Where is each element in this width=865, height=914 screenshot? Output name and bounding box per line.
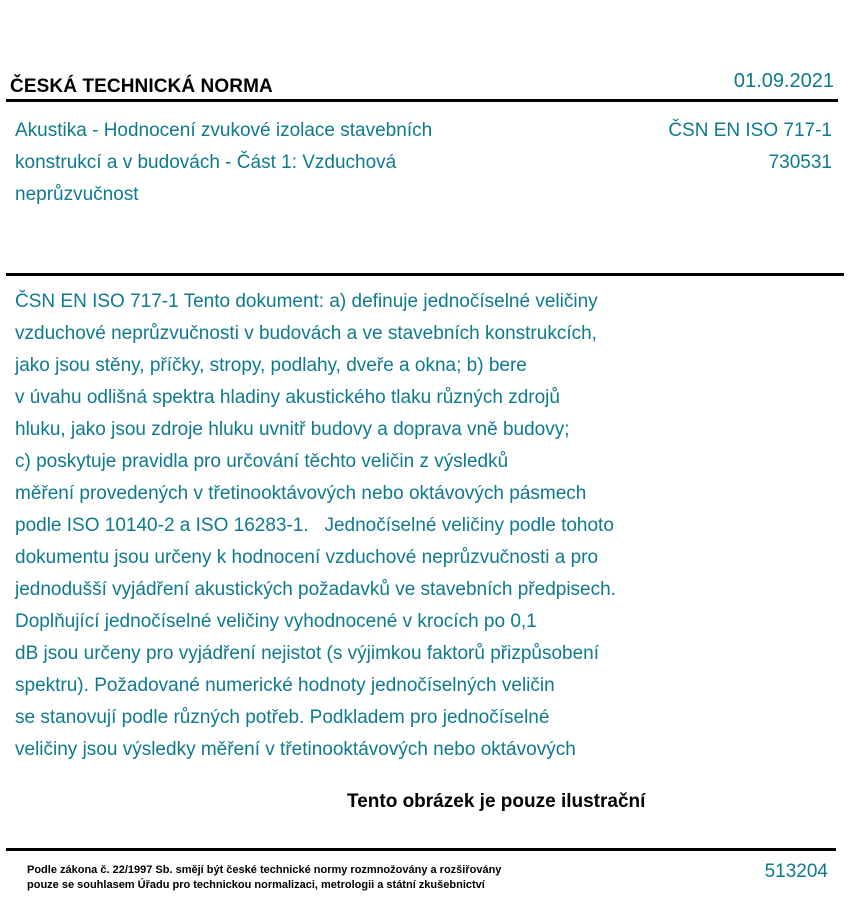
illustration-note: Tento obrázek je pouze ilustrační bbox=[347, 791, 646, 812]
document-codes bbox=[668, 115, 832, 179]
abstract-line: se stanovují podle různých potřeb. Podkladem pro jednočíselné bbox=[15, 707, 550, 728]
legal-line: Podle zákona č. 22/1997 Sb. smějí být české technické normy rozmnožovány a rozšiřovány bbox=[27, 864, 502, 876]
catalog-number: 513204 bbox=[764, 861, 828, 882]
abstract-line: dokumentu jsou určeny k hodnocení vzduchové neprůzvučnosti a pro bbox=[15, 547, 599, 568]
abstract-line: spektru). Požadované numerické hodnoty jednočíselných veličin bbox=[15, 675, 555, 696]
norm-label: ČESKÁ TECHNICKÁ NORMA bbox=[10, 76, 273, 97]
abstract-line: podle ISO 10140-2 a ISO 16283-1. Jednočíselné veličiny podle tohoto bbox=[15, 515, 614, 536]
legal-notice bbox=[27, 863, 501, 893]
title-divider bbox=[6, 273, 844, 276]
abstract-line: jako jsou stěny, příčky, stropy, podlahy, dveře a okna; b) bere bbox=[15, 355, 527, 376]
abstract-text bbox=[15, 286, 715, 766]
abstract-line: veličiny jsou výsledky měření v třetinooktávových nebo oktávových bbox=[15, 739, 576, 760]
title-line: Akustika - Hodnocení zvukové izolace stavebních bbox=[15, 120, 433, 141]
abstract-line: Doplňující jednočíselné veličiny vyhodnocené v krocích po 0,1 bbox=[15, 611, 537, 632]
abstract-line: jednodušší vyjádření akustických požadavků ve stavebních předpisech. bbox=[15, 579, 616, 600]
standard-code: ČSN EN ISO 717-1 bbox=[668, 120, 832, 141]
abstract-line: c) poskytuje pravidla pro určování těchto veličin z výsledků bbox=[15, 451, 509, 472]
legal-line: pouze se souhlasem Úřadu pro technickou normalizaci, metrologii a státní zkušebnictví bbox=[27, 879, 485, 891]
document-header bbox=[10, 68, 838, 100]
abstract-line: ČSN EN ISO 717-1 Tento dokument: a) definuje jednočíselné veličiny bbox=[15, 291, 598, 312]
abstract-line: v úvahu odlišná spektra hladiny akustického tlaku různých zdrojů bbox=[15, 387, 560, 408]
document-title bbox=[15, 115, 575, 211]
abstract-line: dB jsou určeny pro vyjádření nejistot (s výjimkou faktorů přizpůsobení bbox=[15, 643, 599, 664]
title-line: konstrukcí a v budovách - Část 1: Vzduchová bbox=[15, 152, 397, 173]
publication-date: 01.09.2021 bbox=[733, 70, 834, 92]
footer-divider bbox=[6, 848, 836, 851]
abstract-line: měření provedených v třetinooktávových nebo oktávových pásmech bbox=[15, 483, 587, 504]
abstract-line: hluku, jako jsou zdroje hluku uvnitř budovy a doprava vně budovy; bbox=[15, 419, 570, 440]
abstract-line: vzduchové neprůzvučnosti v budovách a ve stavebních konstrukcích, bbox=[15, 323, 597, 344]
title-line: neprůzvučnost bbox=[15, 184, 139, 205]
header-divider bbox=[6, 99, 838, 102]
class-code: 730531 bbox=[768, 152, 832, 173]
